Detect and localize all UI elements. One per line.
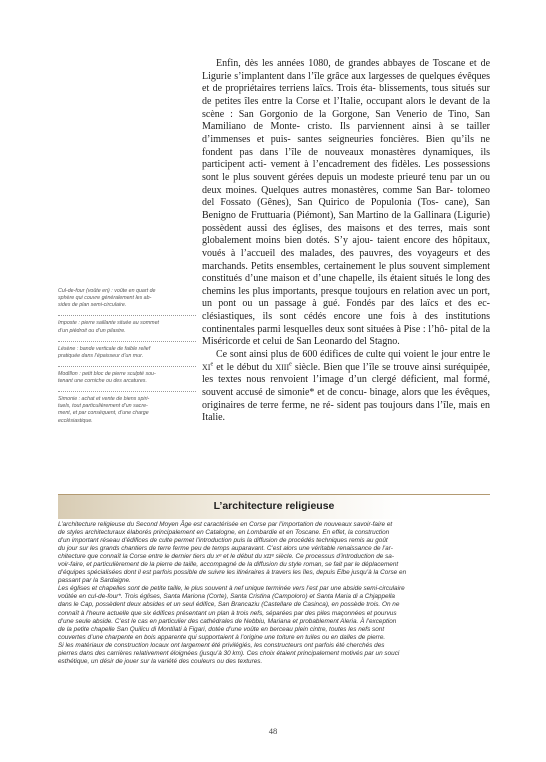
text-line: d’un important réseau d’édifices de culte permet l’introduction puis la diffusion de procédés techniques remis au goût xyxy=(58,537,388,545)
glossary-line: d’un piédroit ou d’un pilastre. xyxy=(58,327,126,334)
glossary-entry-modillon xyxy=(58,371,196,385)
text-line: Si les matériaux de construction locaux ont largement été privilégiés, les constructeurs ont parfois été cherchés des xyxy=(58,641,385,649)
glossary-entry-cul-de-four xyxy=(58,288,196,310)
glossary-line: ment, et par conséquent, d’une charge xyxy=(58,410,149,417)
glossary-line: ecclésiastique. xyxy=(58,417,93,424)
text-line: couvertes d’une charpente en bois apparente qui supportaient à l’origine une toiture en tuiles ou en dalles de pierre. xyxy=(58,633,386,641)
glossary-line: Imposte : pierre saillante située au sommet xyxy=(58,320,159,327)
text-line: du jour sur les grands chantiers de terre ferme peu de temps auparavant. C’est alors une véritable renaissance de l’ar- xyxy=(58,545,393,553)
glossary-line: sphère qui couvre généralement les ab- xyxy=(58,295,152,302)
text-line: d’une seule abside. C’est le cas en particulier des cathédrales de Nebbiu, Mariana et probablement Aleria. À l’exception xyxy=(58,617,397,625)
paragraph-abbayes: Enfin, dès les années 1080, de grandes abbayes de Toscane et de Ligurie s’implantent dans l’île grâce aux largesses de quelques évêques et de propriétaires terriens laïcs. Trois éta- blissements, tous situés sur de petites îles entre la Corse et l’Italie, occupant alors le devant de la scène : San Gorgonio de la Gorgone, San Venerio de Tino, San Mamiliano de Monte- cristo. Ils parviennent ainsi à se tailler d’immenses et puis- santes seigneuries foncières. Bien qu’ils ne fondent pas dans l’île de nouveaux monastères dynamiques, ils participent acti- vement à l’encadrement des fidèles. Les possessions sont le plus souvent gérées depuis un modeste prieuré tenu par un ou deux moines. Quelques autres monastères, comme San Bar- tolomeo del Fossato (Gênes), San Quirico de Populonia (Tos- cane), San Benigno de Fruttuaria (Piémont), San Martino de la Gallinara (Ligurie) possèdent aussi des églises, des maisons et des terres, mais sont globalement moins bien dotés. S’y ajou- taient encore des hôpitaux, voués à l’accueil des malades, des pauvres, des voyageurs et des marchands. Petits ensembles, certainement le plus souvent simplement constitués d’une maison et d’une chapelle, ils étaient situés le long des chemins les plus importants, presque toujours en relation avec un port, un pont ou un passage à gué. Fondés par des laïcs et des ec- clésiastiques, ils sont cédés encore une fois à des institutions continentales parmi lesquelles deux sont situées à Pise : l’hô- pital de la Miséricorde et celui de San Leonardo del Stagno. xyxy=(202,58,491,348)
text-line: de styles architecturaux élaborés principalement en Catalogne, en Lombardie et en Toscane. En effet, la construction xyxy=(58,529,390,537)
text-line: chitecture que connaît la Corse entre le dernier tiers du xᵉ et le début du xɪɪᵉ siècle. Ce processus d’introduction de sa- xyxy=(58,553,394,561)
roman-century-xiii: XIIIe xyxy=(275,361,292,372)
roman-century-xi: XIe xyxy=(202,361,214,372)
text-line: de la petite chapelle San Quilicu di Montilati à Figari, dotée d’une voûte en berceau plein cintre, toutes les nefs sont xyxy=(58,625,385,633)
text-line: passant par la Sardaigne. xyxy=(58,577,131,585)
glossary-divider xyxy=(58,315,196,316)
glossary-entry-simonie xyxy=(58,396,196,425)
glossary-line: tuels, tout particulièrement d’un sacre- xyxy=(58,403,148,410)
text-line: Les églises et chapelles sont de petite taille, le plus souvent à nef unique terminée vers l’est par une abside semi-circulaire xyxy=(58,585,405,593)
text-line: voir-faire, et particulièrement de la pierre de taille, accompagné de la diffusion du style roman, se fait par le déplacement xyxy=(58,561,399,569)
glossary-line: tenant une corniche ou des arcatures. xyxy=(58,378,147,385)
main-body-text xyxy=(202,58,490,425)
glossary-entry-imposte xyxy=(58,320,196,334)
section-title: L’architecture religieuse xyxy=(213,500,335,512)
glossary-line: Modillon : petit bloc de pierre sculpté sou- xyxy=(58,370,156,377)
glossary-divider xyxy=(58,366,196,367)
glossary-line: sides de plan semi-circulaire. xyxy=(58,302,127,309)
text-line: d’équipes spécialisées dont il est parfois possible de suivre les itinéraires à travers les îles, depuis Elbe jusqu’à la Corse en xyxy=(58,569,407,577)
glossary-line: Simonie : achat et vente de biens spiri- xyxy=(58,396,150,403)
glossary-entry-lesene xyxy=(58,346,196,360)
glossary-line: pratiquée dans l’épaisseur d’un mur. xyxy=(58,352,144,359)
text-line: voûtée en cul-de-four*. Trois églises, Santa Mariona (Corte), Santa Cristina (Campoloro) et Santa Maria di a Chjappella xyxy=(58,593,395,601)
glossary-line: Lésène : bande verticale de faible relief xyxy=(58,345,151,352)
section-body-text xyxy=(58,521,490,666)
glossary-divider xyxy=(58,391,196,392)
text-line: esthétique, un désir de jouer sur la variété des couleurs ou des textures. xyxy=(58,657,263,665)
text-line: connaît à l’heure actuelle que six édifices présentant un plan à trois nefs, séparées par des piles maçonnées et pourvus xyxy=(58,609,397,617)
section-header xyxy=(58,494,490,520)
text-line: pierres dans des carrières relativement éloignées (jusqu’à 30 km). Ces choix étaient principalement motivés par un souci xyxy=(58,649,400,657)
glossary-sidebar xyxy=(58,288,196,431)
page-number: 48 xyxy=(268,726,278,736)
paragraph-edifices: Ce sont ainsi plus de 600 édifices de culte qui voient le jour entre le XIe et le début du XIIIe siècle. Bien que l’île se trouve ainsi suréquipée, les textes nous renvoient l’image d’un clergé déficient, mal formé, souvent accusé de simonie* et de concu- binage, alors que les évêques, originaires de terre ferme, ne ré- sident pas toujours dans l’île, mais en Italie. xyxy=(202,349,491,424)
text-line: dans le Cap, possèdent deux absides et un seul édifice, San Brancaziu (Castellare de Casinca), en possède trois. On ne xyxy=(58,601,400,609)
text-line: L’architecture religieuse du Second Moyen Âge est caractérisée en Corse par l’importation de nouveaux savoir-faire et xyxy=(58,521,393,528)
glossary-line: Cul-de-four (voûte en) : voûte en quart de xyxy=(58,288,156,294)
glossary-divider xyxy=(58,341,196,342)
